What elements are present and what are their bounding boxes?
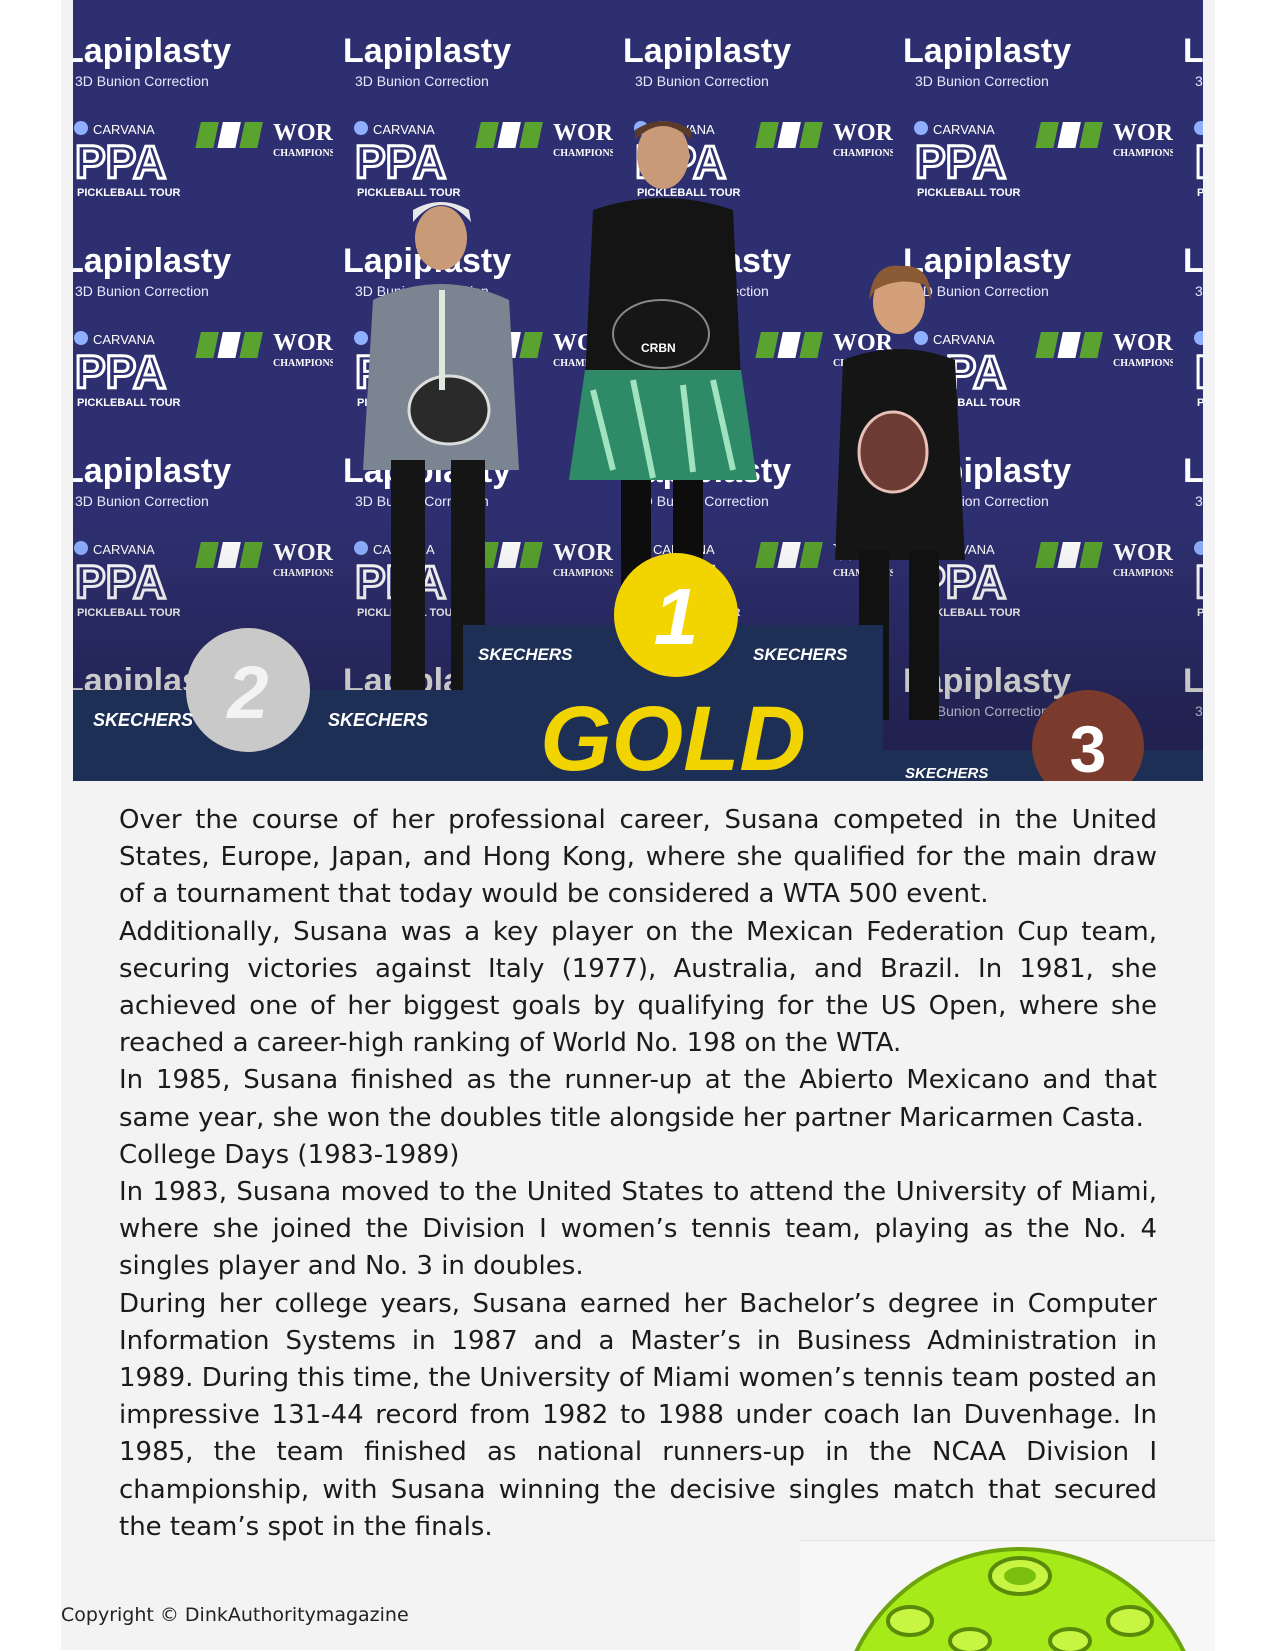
pickleball-decoration — [800, 1540, 1215, 1651]
first-place-number: 1 — [653, 572, 699, 661]
footer-copyright: Copyright © DinkAuthoritymagazine — [61, 1604, 409, 1626]
article-body — [119, 802, 1157, 1546]
pickleball-icon — [800, 1541, 1215, 1651]
paragraph-university-of-miami: In 1983, Susana moved to the United States to attend the University of Miami, where she joined the Division I women’s tennis team, playing as the No. 4 singles player and No. 3 in doubles. — [119, 1177, 1157, 1282]
second-place-number: 2 — [227, 651, 269, 734]
section-heading-college-days: College Days (1983-1989) — [119, 1139, 460, 1170]
third-place-number: 3 — [1069, 712, 1107, 781]
podium-brand-text: SKECHERS — [905, 765, 989, 781]
podium-brand-text: SKECHERS — [753, 645, 848, 664]
hero-photo — [73, 0, 1203, 781]
paragraph-college-years: During her college years, Susana earned her Bachelor’s degree in Computer Information Systems in 1987 and a Master’s in Business Administration in 1989. During this time, the University of Miami women’s tennis team posted an impressive 131-44 record from 1982 to 1988 under coach Ian Duvenhage. In 1985, the team finished as national runners-up in the NCAA Division I championship, with Susana winning the decisive singles match that secured the team’s spot in the finals. — [119, 1288, 1157, 1542]
paragraph-abierto-mexicano: In 1985, Susana finished as the runner-up at the Abierto Mexicano and that same year, she won the doubles title alongside her partner Maricarmen Casta. — [119, 1065, 1157, 1133]
podium-brand-text: SKECHERS — [328, 710, 429, 730]
podium-brand-text: SKECHERS — [93, 710, 194, 730]
gold-label: GOLD — [540, 688, 806, 781]
podium-brand-text: SKECHERS — [478, 645, 573, 664]
paragraph-pro-career: Over the course of her professional career, Susana competed in the United States, Europe, Japan, and Hong Kong, where she qualified for the main draw of a tournament that today would be considered a WTA 500 event. — [119, 805, 1157, 910]
paddle-brand-text: CRBN — [641, 341, 676, 355]
paragraph-federation-cup: Additionally, Susana was a key player on the Mexican Federation Cup team, securing victories against Italy (1977), Australia, and Brazil. In 1981, she achieved one of her biggest goals by qualifying for the US Open, where she reached a career-high ranking of World No. 198 on the WTA. — [119, 916, 1157, 1059]
podium-photo-illustration — [73, 0, 1203, 781]
